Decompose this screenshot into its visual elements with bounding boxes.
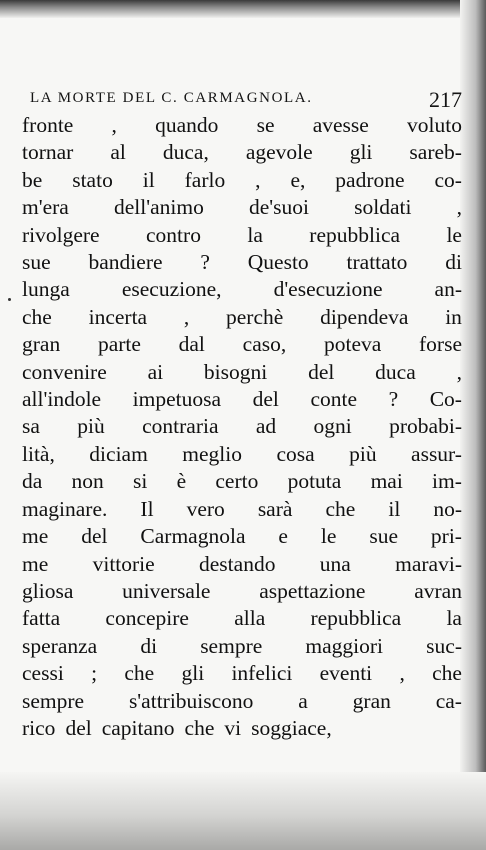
text-line: che incerta , perchè dipendeva in (22, 304, 462, 329)
text-line: cessi ; che gli infelici eventi , che (22, 661, 462, 686)
text-line: me vittorie destando una maravi- (22, 551, 462, 576)
text-line: rivolgere contro la repubblica le (22, 222, 462, 247)
text-line: lunga esecuzione, d'esecuzione an- (22, 277, 462, 302)
text-line: convenire ai bisogni del duca , (22, 359, 462, 384)
body-text (22, 112, 462, 742)
text-line: da non si è certo potuta mai im- (22, 469, 462, 494)
text-line: be stato il farlo , e, padrone co- (22, 167, 462, 192)
text-line: gliosa universale aspettazione avran (22, 578, 462, 603)
running-head (30, 87, 462, 112)
ink-speck (8, 298, 11, 301)
page-edge-shadow (460, 0, 486, 850)
running-title: LA MORTE DEL C. CARMAGNOLA. (30, 90, 313, 106)
text-line: lità, diciam meglio cosa più assur- (22, 441, 462, 466)
page-bottom-shadow (0, 772, 486, 850)
text-line: tornar al duca, agevole gli sareb- (22, 140, 462, 165)
text-line: sa più contraria ad ogni probabi- (22, 414, 462, 439)
scan-top-shadow (0, 0, 486, 18)
text-line: me del Carmagnola e le sue pri- (22, 524, 462, 549)
text-line: m'era dell'animo de'suoi soldati , (22, 195, 462, 220)
text-line: fronte , quando se avesse voluto (22, 113, 462, 137)
text-line: rico del capitano che vi soggiace, (22, 715, 332, 740)
text-line: sempre s'attribuiscono a gran ca- (22, 688, 462, 713)
text-line: maginare. Il vero sarà che il no- (22, 496, 462, 521)
page-number: 217 (429, 87, 462, 112)
text-line: sue bandiere ? Questo trattato di (22, 250, 462, 275)
text-line: all'indole impetuosa del conte ? Co- (22, 387, 462, 412)
text-line: gran parte dal caso, poteva forse (22, 332, 462, 357)
text-line: fatta concepire alla repubblica la (22, 606, 462, 631)
text-line: speranza di sempre maggiori suc- (22, 633, 462, 658)
